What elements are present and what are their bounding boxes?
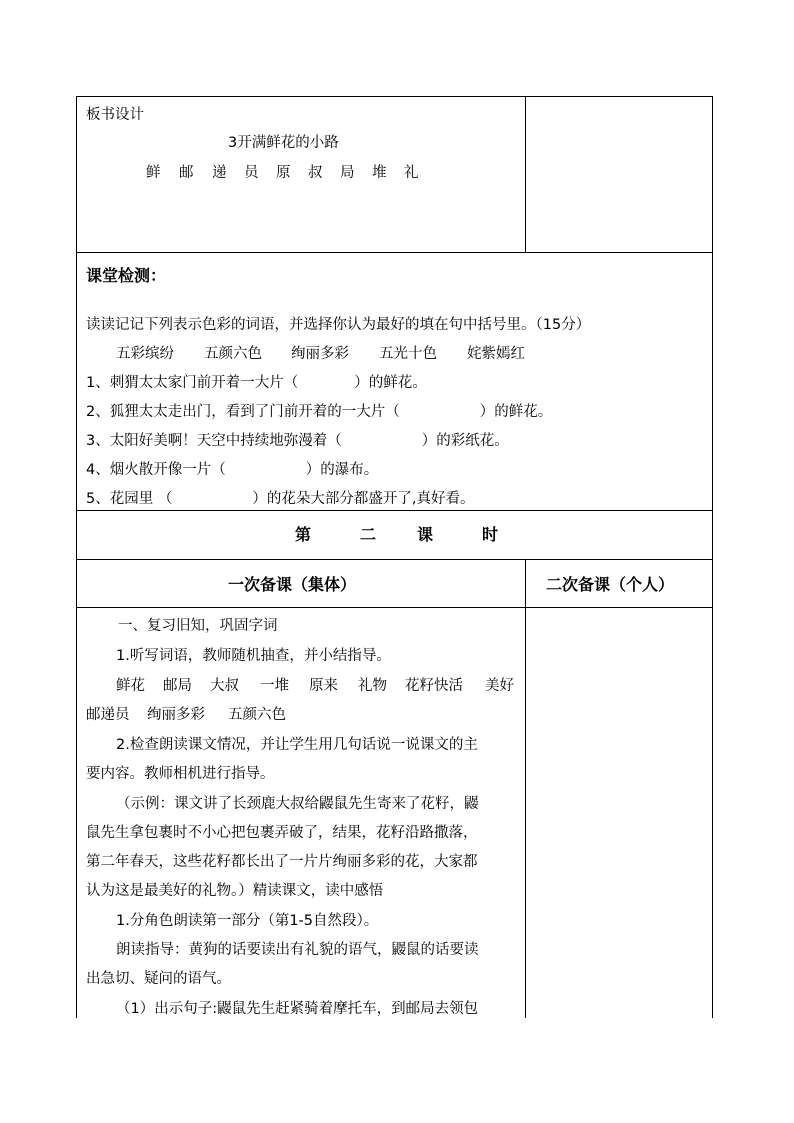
item-text: ）的彩纸花。	[421, 433, 509, 449]
item-text: 1、刺猬太太家门前开着一大片（	[86, 375, 299, 391]
item-text: 5、花园里 （	[86, 491, 173, 507]
lesson-line: 朗读指导：黄狗的话要读出有礼貌的语气，鼹鼠的话要读	[116, 942, 479, 958]
lesson-line: 认为这是最美好的礼物。）精读课文，读中感悟	[86, 883, 384, 899]
vocab-word: 邮递员	[86, 707, 130, 723]
item-text: ）的鲜花。	[479, 404, 553, 420]
vocab-word: 一堆	[260, 678, 289, 694]
item-text: 2、狐狸太太走出门，看到了门前开着的一大片（	[86, 404, 400, 420]
row-divider	[76, 510, 713, 511]
board-char: 堆	[372, 165, 387, 181]
classroom-test-heading: 课堂检测：	[86, 266, 167, 285]
board-char: 礼	[404, 165, 419, 181]
board-char: 局	[340, 165, 355, 181]
row-divider	[76, 559, 713, 560]
item-text: ）的瀑布。	[305, 462, 379, 478]
board-char: 鲜	[146, 165, 161, 181]
section-title-char: 课	[417, 525, 434, 544]
board-char: 邮	[179, 165, 194, 181]
test-instruction: 读读记记下列表示色彩的词语，并选择你认为最好的填在句中括号里。（15分）	[86, 317, 591, 333]
item-text: ）的花朵大部分都盛开了,真好看。	[252, 491, 475, 507]
vocab-word: 邮局	[163, 678, 192, 694]
column-divider	[525, 96, 526, 252]
vocab-word: 大叔	[210, 678, 239, 694]
board-design-title: 3开满鲜花的小路	[228, 135, 339, 151]
color-word: 五彩缤纷	[116, 346, 174, 362]
vocab-word: 花籽快活	[405, 678, 463, 694]
color-word: 五颜六色	[204, 346, 262, 362]
section-title-char: 二	[360, 525, 377, 544]
item-text: 3、太阳好美啊！天空中持续地弥漫着（	[86, 433, 342, 449]
color-word: 绚丽多彩	[291, 346, 349, 362]
lesson-line: 鼠先生拿包裹时不小心把包裹弄破了，结果，花籽沿路撒落，	[86, 825, 478, 841]
section-title-char: 时	[482, 525, 499, 544]
vocab-word: 美好	[485, 678, 514, 694]
board-design-label: 板书设计	[86, 107, 144, 123]
vocab-word: 礼物	[358, 678, 387, 694]
personal-prep-header: 二次备课（个人）	[546, 575, 675, 594]
item-text: ）的鲜花。	[354, 375, 427, 391]
board-char: 原	[276, 165, 291, 181]
row-divider	[76, 252, 713, 253]
lesson-line: 出急切、疑问的语气。	[86, 971, 231, 987]
board-char: 员	[244, 165, 259, 181]
lesson-line: （示例：课文讲了长颈鹿大叔给鼹鼠先生寄来了花籽，鼹	[116, 796, 479, 812]
lesson-line: 要内容。教师相机进行指导。	[86, 766, 275, 782]
board-char: 递	[212, 165, 227, 181]
board-char: 叔	[308, 165, 323, 181]
collective-prep-header: 一次备课（集体）	[228, 575, 357, 594]
column-divider	[525, 559, 526, 1018]
row-divider	[76, 607, 713, 608]
test-item-3	[86, 432, 509, 450]
color-word: 姹紫嫣红	[467, 346, 525, 362]
vocab-word: 五颜六色	[228, 707, 286, 723]
lesson-line: 2.检查朗读课文情况，并让学生用几句话说一说课文的主	[116, 737, 478, 753]
section-title-char: 第	[295, 525, 312, 544]
test-item-5	[86, 490, 474, 508]
lesson-line: 1.听写词语，教师随机抽查，并小结指导。	[116, 648, 391, 664]
lesson-line: （1）出示句子:鼹鼠先生赶紧骑着摩托车，到邮局去领包	[116, 1001, 479, 1017]
test-item-1	[86, 374, 427, 392]
color-word: 五光十色	[379, 346, 437, 362]
table-frame	[76, 96, 713, 1018]
test-item-4	[86, 461, 378, 479]
vocab-word: 鲜花	[116, 678, 145, 694]
vocab-word: 原来	[309, 678, 338, 694]
item-text: 4、烟火散开像一片（	[86, 462, 226, 478]
lesson-line: 第二年春天，这些花籽都长出了一片片绚丽多彩的花，大家都	[86, 854, 478, 870]
lesson-line: 一、复习旧知，巩固字词	[118, 618, 278, 634]
vocab-word: 绚丽多彩	[147, 707, 205, 723]
lesson-line: 1.分角色朗读第一部分（第1-5自然段）。	[116, 913, 379, 929]
test-item-2	[86, 403, 552, 421]
table-top-border	[76, 96, 713, 97]
